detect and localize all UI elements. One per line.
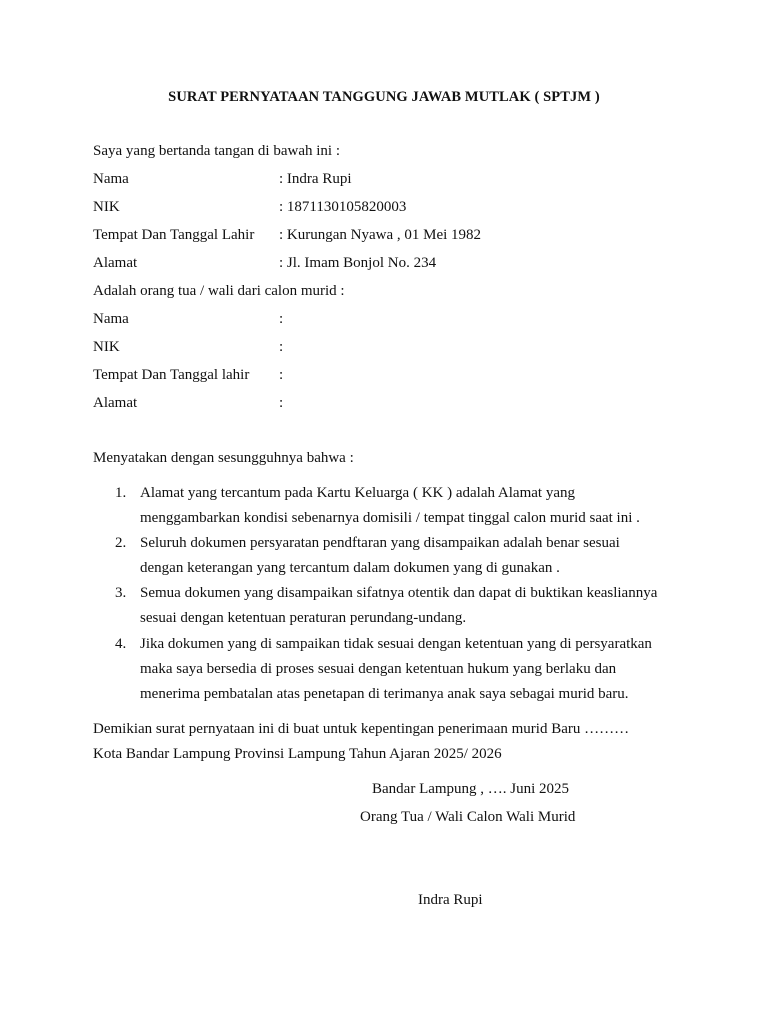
statement-1-line: Alamat yang tercantum pada Kartu Keluarga ( KK ) adalah Alamat yang bbox=[140, 485, 575, 501]
student-nik-value: : bbox=[279, 339, 284, 355]
statement-number: 3. bbox=[115, 585, 127, 601]
signature-name: Indra Rupi bbox=[418, 892, 483, 908]
declarant-nik-value: : 1871130105820003 bbox=[279, 199, 407, 215]
student-birth-label: Tempat Dan Tanggal lahir bbox=[93, 367, 250, 383]
statement-number: 4. bbox=[115, 636, 127, 652]
student-address-value: : bbox=[279, 395, 284, 411]
document-title: SURAT PERNYATAAN TANGGUNG JAWAB MUTLAK ( SPTJM ) bbox=[168, 89, 600, 105]
statement-2-line: Seluruh dokumen persyaratan pendftaran yang disampaikan adalah benar sesuai bbox=[140, 535, 620, 551]
closing-text: Demikian surat pernyataan ini di buat untuk kepentingan penerimaan murid Baru ……… bbox=[93, 721, 630, 737]
parent-intro-text: Adalah orang tua / wali dari calon murid : bbox=[93, 283, 345, 299]
declarant-name-value: : Indra Rupi bbox=[279, 171, 352, 187]
statement-intro-text: Menyatakan dengan sesungguhnya bahwa : bbox=[93, 450, 354, 466]
statement-2-line: dengan keterangan yang tercantum dalam dokumen yang di gunakan . bbox=[140, 560, 560, 576]
statement-3-line: sesuai dengan ketentuan peraturan perundang-undang. bbox=[140, 610, 467, 626]
declarant-birth-label: Tempat Dan Tanggal Lahir bbox=[93, 227, 255, 243]
declarant-address-label: Alamat bbox=[93, 255, 138, 271]
statement-1-line: menggambarkan kondisi sebenarnya domisili / tempat tinggal calon murid saat ini . bbox=[140, 510, 640, 526]
signature-place-date: Bandar Lampung , …. Juni 2025 bbox=[372, 781, 570, 797]
student-address-label: Alamat bbox=[93, 395, 138, 411]
statement-3-line: Semua dokumen yang disampaikan sifatnya otentik dan dapat di buktikan keasliannya bbox=[140, 585, 658, 601]
declarant-nik-label: NIK bbox=[93, 199, 120, 215]
statement-4-line: Jika dokumen yang di sampaikan tidak sesuai dengan ketentuan yang di persyaratkan bbox=[140, 636, 652, 652]
declarant-birth-value: : Kurungan Nyawa , 01 Mei 1982 bbox=[279, 227, 482, 243]
statement-4-line: maka saya bersedia di proses sesuai dengan ketentuan hukum yang berlaku dan bbox=[140, 661, 617, 677]
student-nik-label: NIK bbox=[93, 339, 120, 355]
declarant-address-value: : Jl. Imam Bonjol No. 234 bbox=[279, 255, 437, 271]
intro-text: Saya yang bertanda tangan di bawah ini : bbox=[93, 143, 341, 159]
student-name-label: Nama bbox=[93, 311, 129, 327]
signature-role: Orang Tua / Wali Calon Wali Murid bbox=[360, 809, 576, 825]
closing-text: Kota Bandar Lampung Provinsi Lampung Tahun Ajaran 2025/ 2026 bbox=[93, 746, 502, 762]
statement-number: 1. bbox=[115, 485, 127, 501]
statement-number: 2. bbox=[115, 535, 127, 551]
student-name-value: : bbox=[279, 311, 284, 327]
statement-4-line: menerima pembatalan atas penetapan di terimanya anak saya sebagai murid baru. bbox=[140, 686, 629, 702]
student-birth-value: : bbox=[279, 367, 284, 383]
declarant-name-label: Nama bbox=[93, 171, 129, 187]
